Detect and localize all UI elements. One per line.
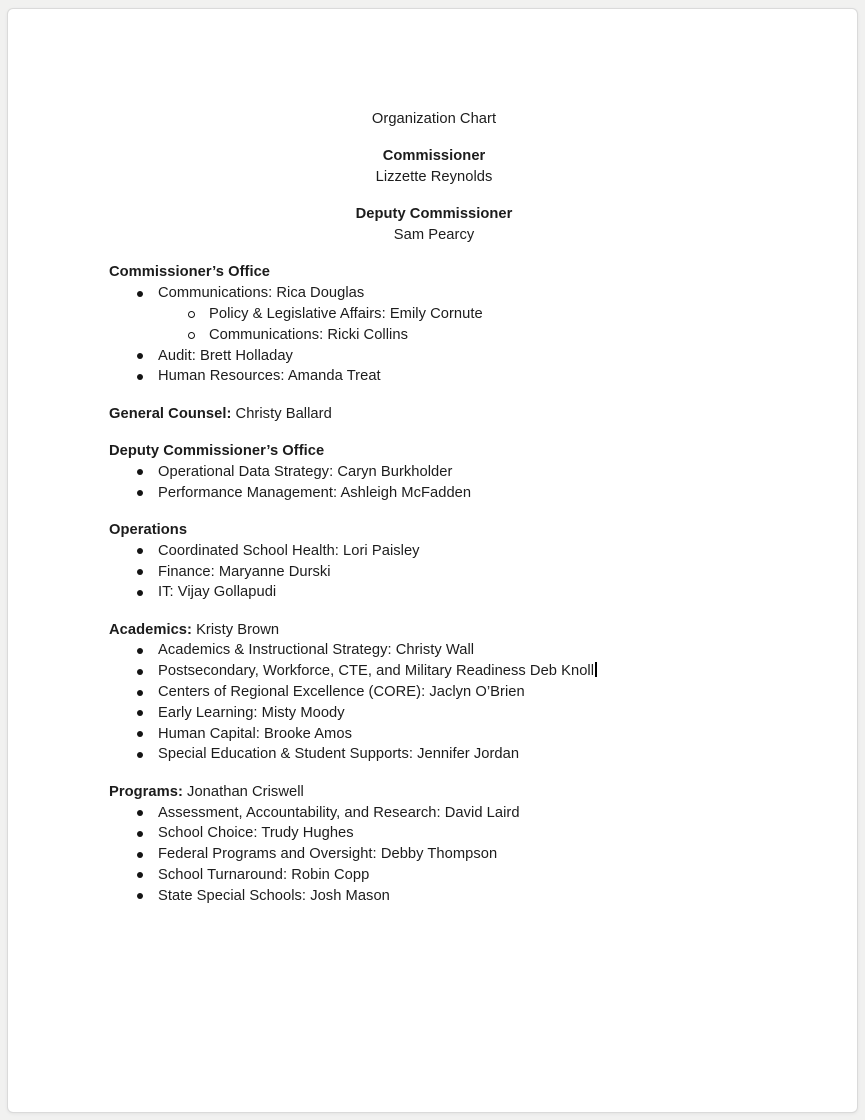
org-list-item[interactable]: [109, 682, 759, 703]
section-heading-person: Christy Ballard: [231, 405, 332, 422]
org-list-item[interactable]: [109, 582, 759, 603]
text-cursor: [595, 662, 597, 677]
section-heading-label: Deputy Commissioner’s Office: [109, 443, 325, 460]
org-list-item[interactable]: [109, 823, 759, 844]
item-text: Finance: Maryanne Durski: [158, 563, 331, 580]
item-text: Policy & Legislative Affairs: Emily Cornute: [209, 306, 483, 323]
org-list-item[interactable]: [109, 325, 759, 346]
bullet-disc-marker: [137, 893, 143, 899]
item-text: School Turnaround: Robin Copp: [158, 866, 370, 883]
item-text: Special Education & Student Supports: Jennifer Jordan: [158, 746, 520, 763]
org-list-item[interactable]: [109, 886, 759, 907]
item-text: Coordinated School Health: Lori Paisley: [158, 542, 420, 559]
section-heading[interactable]: [109, 520, 759, 541]
leadership-block-deputy-commissioner: [109, 204, 759, 246]
item-text: Human Capital: Brooke Amos: [158, 725, 352, 742]
section-heading[interactable]: [109, 620, 759, 641]
org-list-item[interactable]: [109, 803, 759, 824]
bullet-disc-marker: [137, 569, 143, 575]
org-list-item[interactable]: [109, 462, 759, 483]
item-text: Federal Programs and Oversight: Debby Thompson: [158, 846, 498, 863]
sections: [109, 262, 759, 906]
org-list-item[interactable]: [109, 562, 759, 583]
bullet-disc-marker: [137, 690, 143, 696]
item-text: Operational Data Strategy: Caryn Burkholder: [158, 463, 453, 480]
leadership-role[interactable]: Deputy Commissioner: [355, 206, 513, 223]
item-text: Assessment, Accountability, and Research: David Laird: [158, 804, 520, 821]
leadership-block-commissioner: [109, 146, 759, 188]
org-section: [109, 262, 759, 387]
document-content[interactable]: [109, 109, 759, 923]
item-text: Audit: Brett Holladay: [158, 347, 293, 364]
org-list-item[interactable]: [109, 724, 759, 745]
org-list-item[interactable]: [109, 346, 759, 367]
bullet-circle-marker: [188, 332, 195, 339]
bullet-disc-marker: [137, 852, 143, 858]
bullet-disc-marker: [137, 469, 143, 475]
bullet-disc-marker: [137, 548, 143, 554]
org-list-item[interactable]: [109, 304, 759, 325]
item-text: State Special Schools: Josh Mason: [158, 887, 390, 904]
bullet-disc-marker: [137, 669, 143, 675]
org-section: [109, 782, 759, 907]
item-text: Communications: Rica Douglas: [158, 285, 365, 302]
section-heading[interactable]: [109, 782, 759, 803]
org-list-item[interactable]: [109, 744, 759, 765]
leadership-name[interactable]: Sam Pearcy: [393, 227, 475, 244]
section-heading[interactable]: [109, 404, 759, 425]
org-list-item[interactable]: [109, 640, 759, 661]
item-text: Centers of Regional Excellence (CORE): Jaclyn O’Brien: [158, 684, 525, 701]
item-text: Performance Management: Ashleigh McFadden: [158, 484, 472, 501]
bullet-disc-marker: [137, 374, 143, 380]
section-heading-label: Academics:: [109, 621, 192, 638]
bullet-disc-marker: [137, 752, 143, 758]
section-heading[interactable]: [109, 262, 759, 283]
section-heading[interactable]: [109, 441, 759, 462]
bullet-disc-marker: [137, 710, 143, 716]
item-text: School Choice: Trudy Hughes: [158, 825, 354, 842]
bullet-disc-marker: [137, 490, 143, 496]
leadership-name[interactable]: Lizzette Reynolds: [375, 169, 493, 186]
document-title-block: [109, 109, 759, 130]
org-list-item[interactable]: [109, 366, 759, 387]
bullet-disc-marker: [137, 831, 143, 837]
org-list-item[interactable]: [109, 483, 759, 504]
item-text: Communications: Ricki Collins: [209, 326, 408, 343]
leadership-role[interactable]: Commissioner: [382, 148, 486, 165]
bullet-disc-marker: [137, 291, 143, 297]
org-list-item[interactable]: [109, 844, 759, 865]
bullet-disc-marker: [137, 353, 143, 359]
document-page[interactable]: [7, 8, 858, 1113]
bullet-disc-marker: [137, 648, 143, 654]
org-list-item[interactable]: [109, 865, 759, 886]
bullet-disc-marker: [137, 872, 143, 878]
item-text: IT: Vijay Gollapudi: [158, 584, 277, 601]
item-text: Early Learning: Misty Moody: [158, 704, 345, 721]
section-heading-label: General Counsel:: [109, 405, 232, 422]
section-heading-person: Kristy Brown: [191, 621, 280, 638]
org-section: [109, 441, 759, 503]
section-heading-label: Operations: [109, 521, 188, 538]
section-heading-person: Jonathan Criswell: [182, 783, 304, 800]
org-section: [109, 404, 759, 425]
item-text: Postsecondary, Workforce, CTE, and Military Readiness Deb Knoll: [158, 663, 595, 680]
org-section: [109, 520, 759, 603]
section-heading-label: Programs:: [109, 783, 183, 800]
bullet-disc-marker: [137, 590, 143, 596]
org-list-item[interactable]: [109, 661, 759, 682]
item-text: Human Resources: Amanda Treat: [158, 368, 381, 385]
org-list-item[interactable]: [109, 541, 759, 562]
section-heading-label: Commissioner’s Office: [109, 264, 271, 281]
org-list-item[interactable]: [109, 703, 759, 724]
document-title[interactable]: Organization Chart: [371, 111, 497, 127]
bullet-disc-marker: [137, 810, 143, 816]
org-list-item[interactable]: [109, 283, 759, 304]
bullet-disc-marker: [137, 731, 143, 737]
bullet-circle-marker: [188, 311, 195, 318]
org-section: [109, 620, 759, 766]
item-text: Academics & Instructional Strategy: Christy Wall: [158, 642, 475, 659]
